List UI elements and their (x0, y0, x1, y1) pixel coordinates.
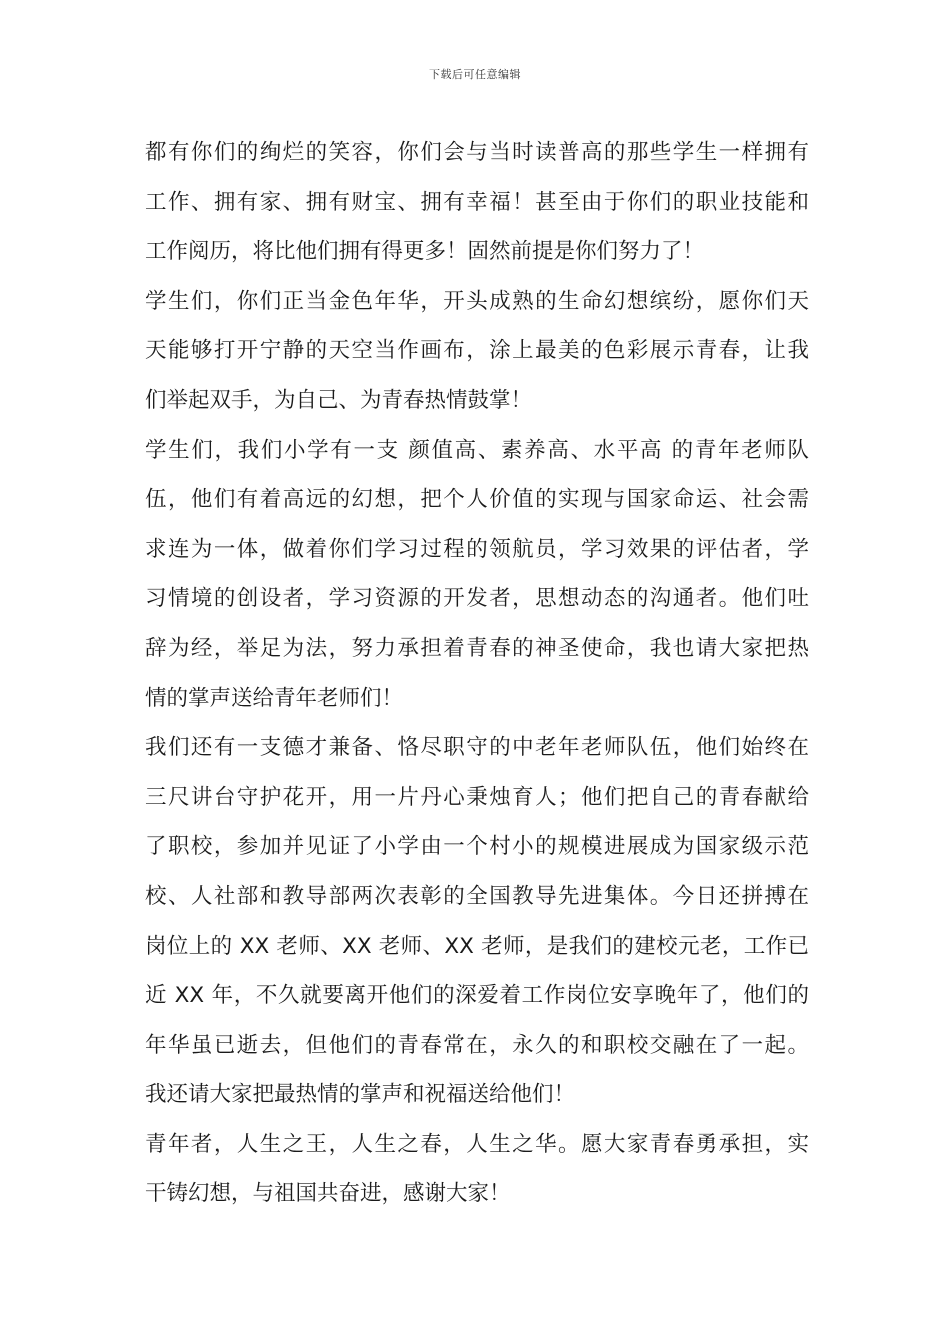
text-line: 天能够打开宁静的天空当作画布，涂上最美的色彩展示青春，让我 (145, 338, 809, 364)
text-line: 近 XX 年，不久就要离开他们的深爱着工作岗位安享晚年了，他们的 (145, 983, 809, 1009)
paragraph (145, 426, 809, 724)
text-line: 辞为经，举足为法，努力承担着青春的神圣使命，我也请大家把热 (145, 635, 809, 661)
text-line: 学生们，我们小学有一支 颜值高、素养高、水平高 的青年老师队 (145, 437, 809, 463)
paragraph (145, 723, 809, 1120)
text-line: 了职校，参加并见证了小学由一个村小的规模进展成为国家级示范 (145, 834, 809, 860)
text-line: 我还请大家把最热情的掌声和祝福送给他们！ (145, 1082, 576, 1108)
document-body (145, 128, 809, 1219)
text-line: 干铸幻想，与祖国共奋进，感谢大家！ (145, 1181, 511, 1207)
paragraph (145, 1120, 809, 1219)
text-line: 学生们，你们正当金色年华，开头成熟的生命幻想缤纷，愿你们天 (145, 288, 809, 314)
text-line: 我们还有一支德才兼备、恪尽职守的中老年老师队伍，他们始终在 (145, 735, 809, 761)
text-line: 工作阅历，将比他们拥有得更多！固然前提是你们努力了！ (145, 239, 705, 265)
text-line: 岗位上的 XX 老师、XX 老师、XX 老师，是我们的建校元老，工作已 (145, 933, 809, 959)
text-line: 习情境的创设者，学习资源的开发者，思想动态的沟通者。他们吐 (145, 586, 809, 612)
page-header: 下载后可任意编辑 (429, 68, 521, 81)
text-line: 们举起双手，为自己、为青春热情鼓掌！ (145, 387, 533, 413)
paragraph (145, 128, 809, 277)
text-line: 校、人社部和教导部两次表彰的全国教导先进集体。今日还拼搏在 (145, 883, 809, 909)
text-line: 都有你们的绚烂的笑容，你们会与当时读普高的那些学生一样拥有 (145, 140, 809, 165)
text-line: 青年者，人生之王，人生之春，人生之华。愿大家青春勇承担，实 (145, 1131, 809, 1157)
text-line: 情的掌声送给青年老师们！ (145, 685, 404, 711)
text-line: 伍，他们有着高远的幻想，把个人价值的实现与国家命运、社会需 (145, 487, 809, 513)
paragraph (145, 277, 809, 426)
text-line: 工作、拥有家、拥有财宝、拥有幸福！甚至由于你们的职业技能和 (145, 189, 809, 215)
text-line: 求连为一体，做着你们学习过程的领航员，学习效果的评估者，学 (145, 536, 809, 562)
text-line: 年华虽已逝去，但他们的青春常在，永久的和职校交融在了一起。 (145, 1032, 809, 1058)
text-line: 三尺讲台守护花开，用一片丹心秉烛育人；他们把自己的青春献给 (145, 784, 809, 810)
